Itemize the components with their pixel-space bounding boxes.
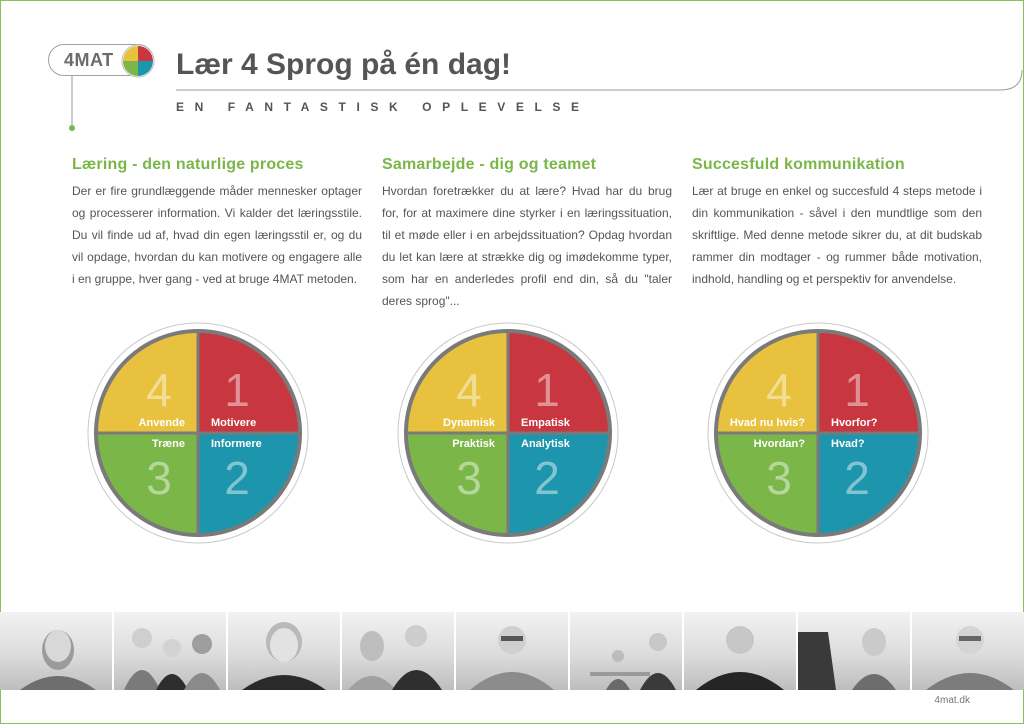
quadrant-3-label: Praktisk [452, 438, 495, 450]
quadrant-2-number: 2 [844, 452, 870, 504]
quadrant-2-number: 2 [224, 452, 250, 504]
quadrant-3-number: 3 [146, 452, 172, 504]
photo-portrait [114, 612, 226, 690]
quadrant-3-label: Træne [151, 438, 185, 450]
photo-portrait [228, 612, 340, 690]
quadrant-1-number: 1 [844, 364, 870, 416]
column-learning [72, 156, 362, 290]
column-body: Der er fire grundlæggende måder mennesker optager og processerer information. Vi kalder det læringsstile. Du vil finde ud af, hvad din egen læringsstil er, og du vil opdage, hvordan du kan motivere og engagere alle i en gruppe, hver gang - ved at bruge 4MAT metoden. [72, 184, 362, 286]
column-communication [692, 156, 982, 290]
quadrant-2-number: 2 [534, 452, 560, 504]
quadrant-1-number: 1 [224, 364, 250, 416]
quadrant-wheel-learning [87, 322, 309, 544]
photo-portrait [912, 612, 1024, 690]
footer-url: 4mat.dk [934, 695, 970, 706]
column-collaboration [382, 156, 672, 312]
logo-quadrant-icon [121, 44, 155, 78]
quadrant-4-number: 4 [766, 364, 792, 416]
quadrant-1-label: Motivere [211, 417, 257, 429]
column-body: Hvordan foretrækker du at lære? Hvad har du brug for, for at maximere dine styrker i en læringssituation, til et møde eller i en arbejdssituation? Opdag hvordan du let kan lære at strække dig og imødekomme typer, som har en anderledes profil end din, så du "taler deres sprog"... [382, 184, 672, 308]
quadrant-3-label: Hvordan? [753, 438, 805, 450]
quadrant-4-label: Hvad nu hvis? [729, 417, 805, 429]
quadrant-1-label: Hvorfor? [831, 417, 878, 429]
photo-portrait [570, 612, 682, 690]
page-title: Lær 4 Sprog på én dag! [176, 48, 512, 81]
photo-portrait [342, 612, 454, 690]
photo-portrait [798, 612, 910, 690]
quadrant-4-label: Anvende [138, 417, 185, 429]
column-heading: Succesfuld kommunikation [692, 156, 905, 173]
logo-text: 4MAT [64, 50, 114, 70]
quadrant-wheel-communication [707, 322, 929, 544]
column-heading: Samarbejde - dig og teamet [382, 156, 597, 173]
photo-strip [0, 612, 1024, 690]
quadrant-1-label: Empatisk [521, 417, 570, 429]
quadrant-3-number: 3 [766, 452, 792, 504]
column-body: Lær at bruge en enkel og succesfuld 4 steps metode i din kommunikation - såvel i den mundtlige som den skriftlige. Med denne metode sikrer du, at dit budskab rammer din modtager - og rummer både motivation, indhold, handling og et perspektiv for anvendelse. [692, 184, 982, 286]
page-subtitle: EN FANTASTISK OPLEVELSE [176, 100, 590, 114]
photo-portrait [684, 612, 796, 690]
quadrant-wheel-collaboration [397, 322, 619, 544]
quadrant-4-label: Dynamisk [443, 417, 495, 429]
column-heading: Læring - den naturlige proces [72, 156, 304, 173]
photo-portrait [456, 612, 568, 690]
quadrant-2-label: Informere [211, 438, 262, 450]
quadrant-4-number: 4 [146, 364, 172, 416]
quadrant-3-number: 3 [456, 452, 482, 504]
photo-portrait [0, 612, 112, 690]
quadrant-4-number: 4 [456, 364, 482, 416]
quadrant-1-number: 1 [534, 364, 560, 416]
quadrant-2-label: Analytisk [521, 438, 570, 450]
quadrant-2-label: Hvad? [831, 438, 865, 450]
